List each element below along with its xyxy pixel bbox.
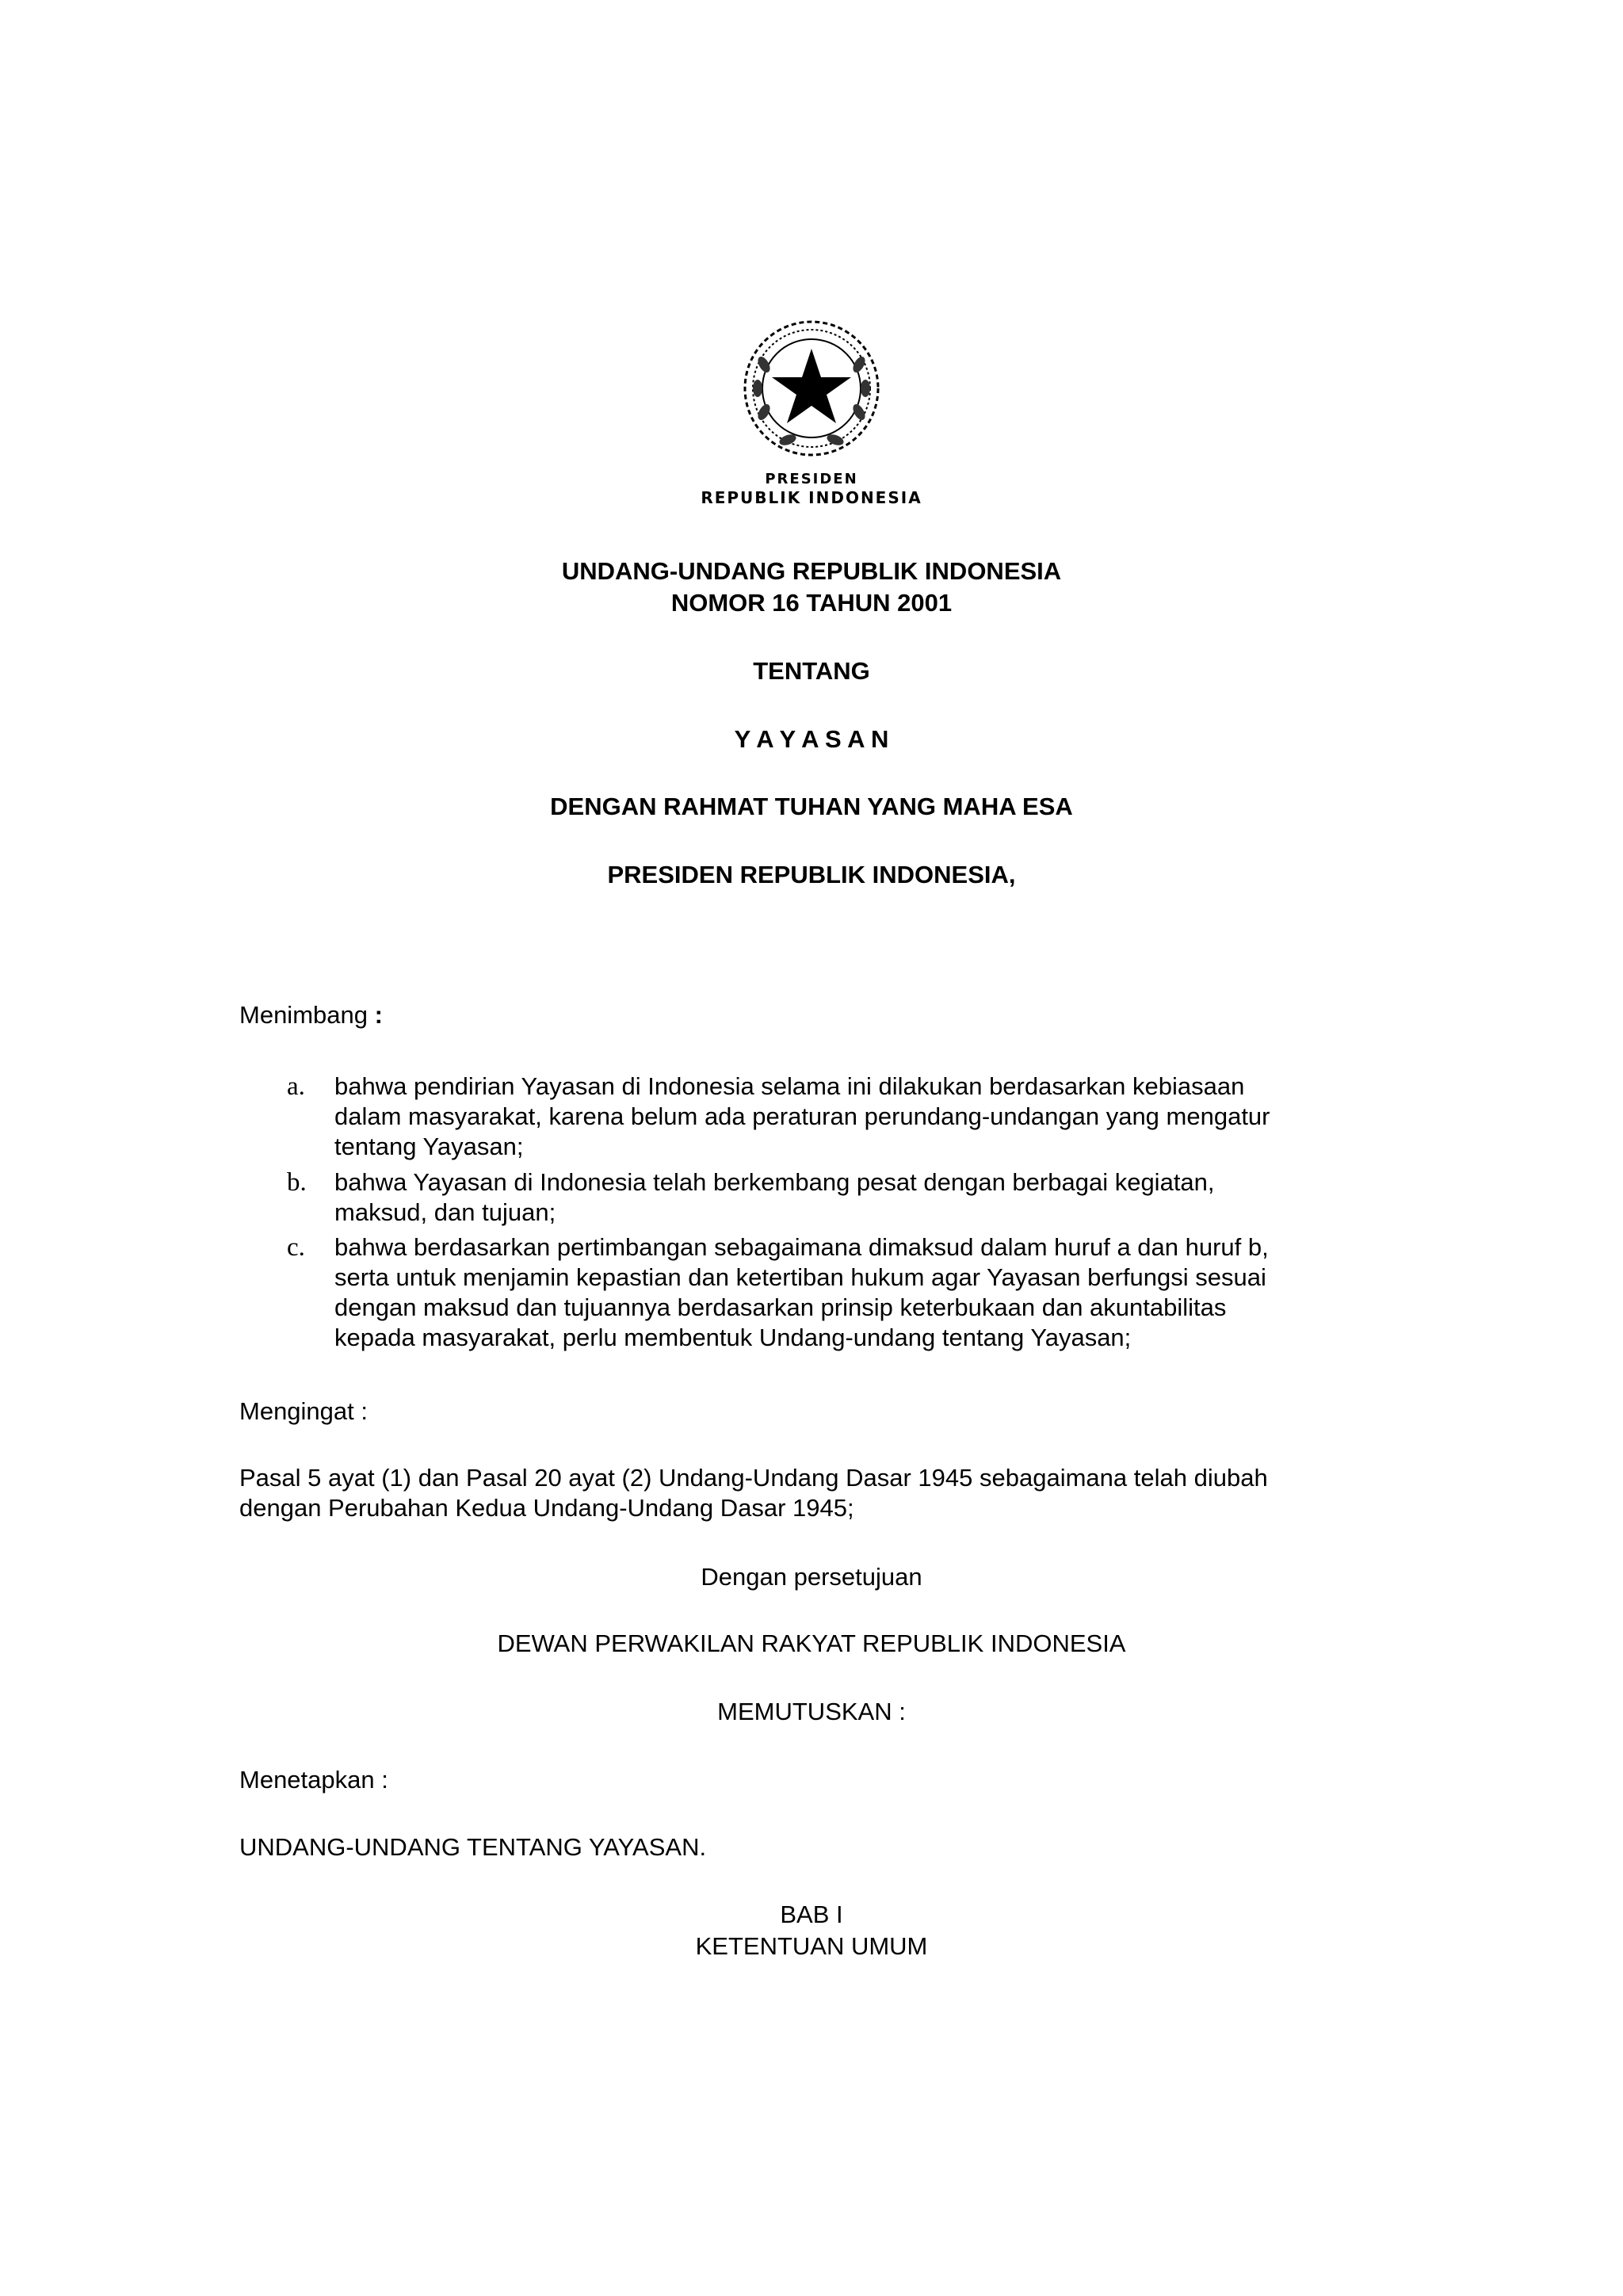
emblem-caption-presiden: PRESIDEN	[765, 471, 858, 487]
emblem-caption-republik: REPUBLIK INDONESIA	[701, 488, 922, 507]
menimbang-item-a: bahwa pendirian Yayasan di Indonesia selama ini dilakukan berdasarkan kebiasaan dalam masyarakat, karena belum ada peraturan perundang-undangan yang mengatur tentang Yayasan;	[334, 1072, 1270, 1160]
document-number: NOMOR 16 TAHUN 2001	[670, 589, 953, 617]
menimbang-item-c: bahwa berdasarkan pertimbangan sebagaimana dimaksud dalam huruf a dan huruf b, serta untuk menjamin kepastian dan ketertiban hukum agar Yayasan berfungsi sesuai dengan maksud dan tujuannya berdasarkan prinsip keterbukaan dan akuntabilitas kepada masyarakat, perlu membentuk Undang-undang tentang Yayasan;	[334, 1233, 1269, 1351]
dpr-line: DEWAN PERWAKILAN RAKYAT REPUBLIK INDONESIA	[497, 1629, 1126, 1657]
menetapkan-label: Menetapkan :	[239, 1766, 388, 1794]
heading-tentang: TENTANG	[753, 657, 870, 685]
document-title: UNDANG-UNDANG REPUBLIK INDONESIA	[561, 557, 1062, 585]
menetapkan-value: UNDANG-UNDANG TENTANG YAYASAN.	[239, 1833, 707, 1861]
heading-subject: Y A Y A S A N	[734, 725, 889, 753]
memutuskan-line: MEMUTUSKAN :	[717, 1698, 906, 1725]
menimbang-item-b: bahwa Yayasan di Indonesia telah berkembang pesat dengan berbagai kegiatan, maksud, dan tujuan;	[334, 1168, 1215, 1226]
bab-title: KETENTUAN UMUM	[695, 1932, 928, 1960]
menimbang-marker-c: c.	[287, 1233, 305, 1262]
mengingat-line-1: Pasal 5 ayat (1) dan Pasal 20 ayat (2) Undang-Undang Dasar 1945 sebagaimana telah diubah	[239, 1464, 1268, 1492]
persetujuan-line: Dengan persetujuan	[701, 1563, 922, 1591]
heading-invocation: DENGAN RAHMAT TUHAN YANG MAHA ESA	[550, 793, 1073, 820]
bab-number: BAB I	[780, 1901, 843, 1928]
menimbang-marker-a: a.	[287, 1072, 305, 1101]
heading-president: PRESIDEN REPUBLIK INDONESIA,	[607, 861, 1016, 888]
mengingat-label: Mengingat :	[239, 1397, 368, 1425]
menimbang-marker-b: b.	[287, 1168, 307, 1197]
menimbang-label: Menimbang :	[239, 1001, 383, 1029]
presidential-emblem-icon	[740, 317, 883, 460]
mengingat-line-2: dengan Perubahan Kedua Undang-Undang Dasar 1945;	[239, 1494, 854, 1522]
